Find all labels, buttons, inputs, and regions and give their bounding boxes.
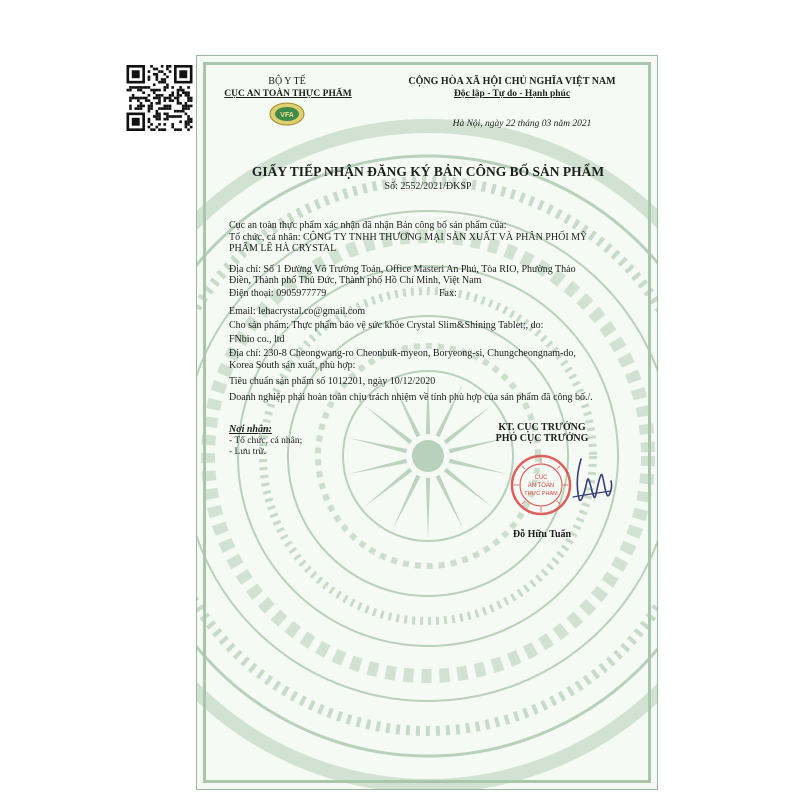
recipients-label: Nơi nhận: (229, 424, 272, 435)
stamp-text: CỤC (534, 475, 548, 481)
ministry-name: BỘ Y TẾ (268, 76, 306, 87)
email: Email: lehacrystal.co@gmail.com (229, 306, 366, 317)
recipient-item: - Tổ chức, cá nhân; (229, 436, 303, 446)
signer-role-2: PHÓ CỤC TRƯỞNG (495, 433, 589, 444)
department-name: CỤC AN TOÀN THỰC PHẨM (224, 89, 352, 99)
document-title: GIẤY TIẾP NHẬN ĐĂNG KÝ BẢN CÔNG BỐ SẢN PHẨM (251, 164, 605, 179)
address-line-1: Địa chỉ: Số 1 Đường Võ Trường Toản, Office Masteri An Phú, Tòa RIO, Phường Thảo (229, 264, 576, 275)
phone: Điện thoại: 0905977779 (229, 288, 327, 299)
qr-code-icon (123, 65, 196, 131)
svg-text:VFA: VFA (280, 112, 294, 119)
certificate-page (196, 55, 658, 790)
responsibility-statement: Doanh nghiệp phải hoàn toàn chịu trách nhiệm về tính phù hợp của sản phẩm đã công bố./. (229, 392, 593, 403)
address-line-2: Điền, Thành phố Thủ Đức, Thành phố Hồ Chí Minh, Việt Nam (229, 275, 482, 286)
producer-address-2: Korea South sản xuất, phù hợp: (229, 360, 356, 371)
product-standard: Tiêu chuẩn sản phẩm số 1012201, ngày 10/12/2020 (229, 376, 436, 387)
org-line-2: PHẨM LÊ HÀ CRYSTAL (229, 243, 337, 254)
signer-role-1: KT. CỤC TRƯỞNG (498, 422, 586, 433)
fax: Fax: (439, 288, 457, 299)
producer-name: FNbio co., ltd (229, 334, 285, 345)
stamp-text: THỰC PHẨM (524, 491, 558, 497)
intro-text: Cục an toàn thực phẩm xác nhận đã nhận Bản công bố sản phẩm của: (229, 220, 507, 231)
vfa-logo-icon (269, 102, 305, 126)
document-number: Số: 2552/2021/ĐKSP (384, 181, 472, 192)
place-date: Hà Nội, ngày 22 tháng 03 năm 2021 (452, 119, 592, 129)
producer-address-1: Địa chỉ: 230-8 Cheongwang-ro Cheonbuk-myeon, Boryeong-si, Chungcheongnam-do, (229, 348, 576, 359)
country-name: CỘNG HÒA XÃ HỘI CHỦ NGHĨA VIỆT NAM (408, 76, 616, 87)
national-motto: Độc lập - Tự do - Hạnh phúc (453, 89, 571, 99)
org-line-1: Tổ chức, cá nhân: CÔNG TY TNHH THƯƠNG MẠI SẢN XUẤT VÀ PHÂN PHỐI MỸ (229, 232, 588, 243)
recipient-item: - Lưu trữ. (229, 447, 266, 457)
official-stamp (510, 454, 572, 516)
stamp-text: AN TOÀN (527, 483, 555, 489)
signer-name: Đỗ Hữu Tuấn (512, 529, 572, 540)
product-line: Cho sản phẩm: Thực phẩm bảo vệ sức khỏe Crystal Slim&Shining Tablet;, do: (229, 320, 544, 331)
signature-icon (567, 451, 617, 513)
